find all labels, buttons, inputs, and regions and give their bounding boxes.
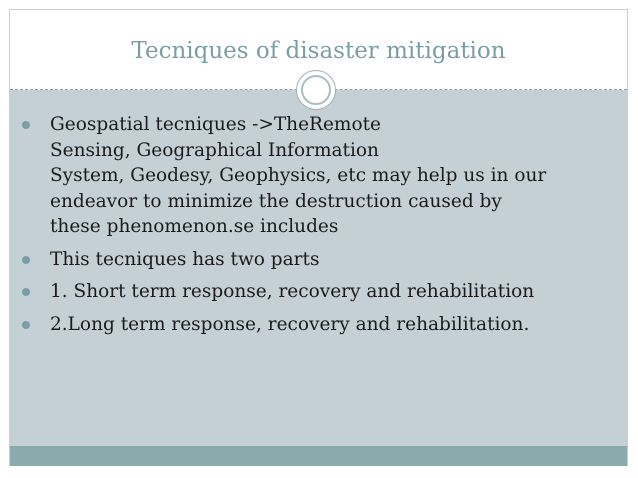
bullet-line: endeavor to minimize the destruction caused by <box>50 190 502 212</box>
bullet-item <box>14 112 614 240</box>
bullet-line: 2.Long term response, recovery and rehabilitation. <box>50 313 530 335</box>
bullet-dot-icon <box>22 288 30 296</box>
divider-circle-ornament-icon <box>296 70 336 110</box>
inner-circle-ornament <box>301 75 331 105</box>
bullet-line: This tecniques has two parts <box>50 248 320 270</box>
bullet-dot-icon <box>22 256 30 264</box>
bullet-dot-icon <box>22 121 30 129</box>
footer-bar <box>10 446 627 466</box>
bullet-line: these phenomenon.se includes <box>50 216 339 237</box>
bullet-dot-icon <box>22 321 30 329</box>
bullet-item <box>14 247 614 273</box>
bullet-item <box>14 312 614 338</box>
bullet-line: Geospatial tecniques ->TheRemote <box>50 114 381 135</box>
bullet-item <box>14 279 614 305</box>
slide-title: Tecniques of disaster mitigation <box>131 38 506 64</box>
bullet-line: System, Geodesy, Geophysics, etc may help us in our <box>50 165 547 186</box>
bullet-line: 1. Short term response, recovery and rehabilitation <box>50 281 535 302</box>
bullet-line: Sensing, Geographical Information <box>50 139 379 161</box>
bullet-list <box>14 112 614 344</box>
